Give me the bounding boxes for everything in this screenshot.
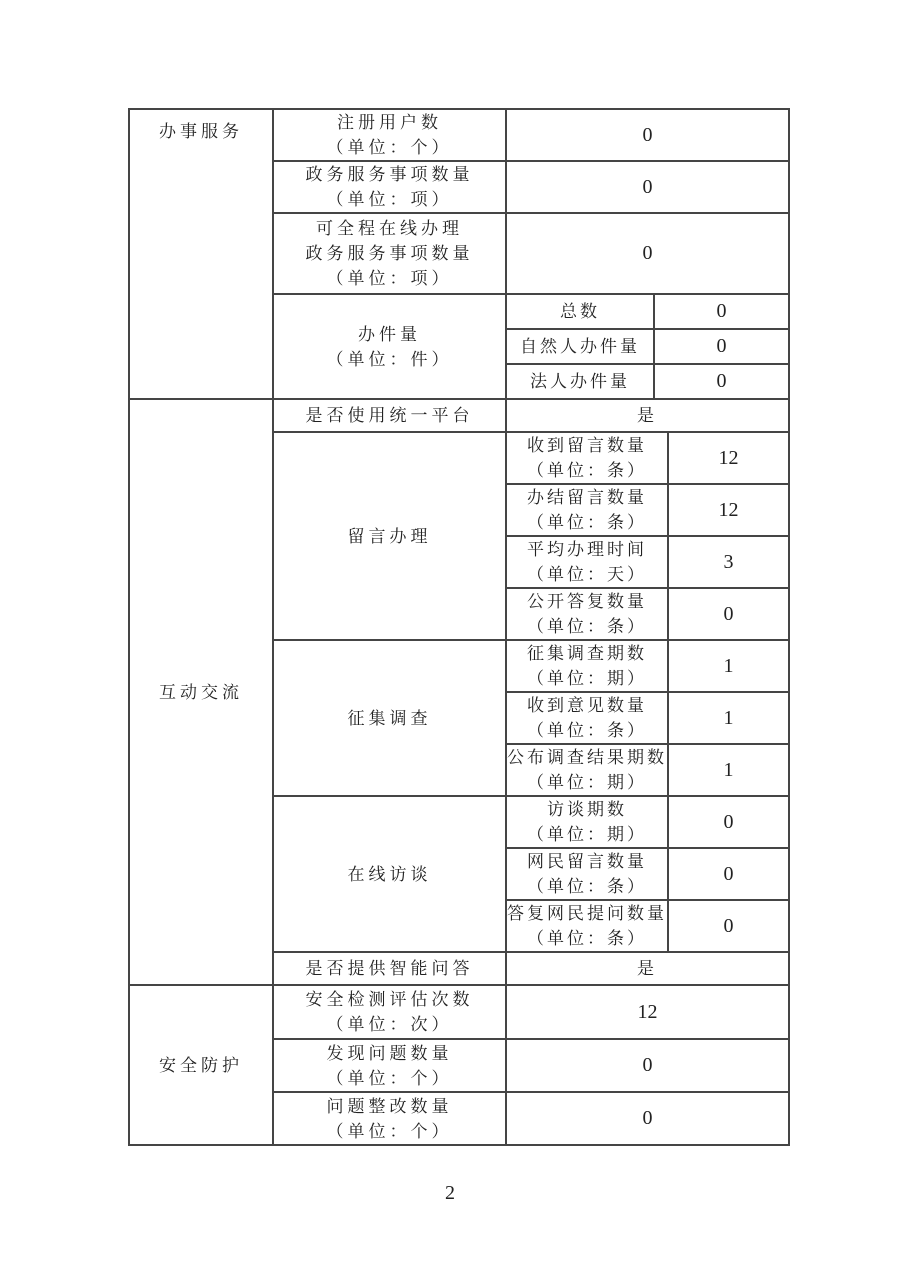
sub-metric-label: 征集调查期数 bbox=[527, 644, 647, 663]
cell-sub-value-average-handling-time bbox=[668, 536, 789, 588]
metric-unit: （单位：个） bbox=[326, 1121, 453, 1141]
metric-unit: （单位：个） bbox=[326, 1068, 453, 1088]
cell-sub-metric-netizen-messages bbox=[506, 848, 668, 900]
cell-sub-value-survey-issues bbox=[668, 640, 789, 692]
group-label: 征集调查 bbox=[347, 708, 432, 728]
sub-metric-unit: （单位：条） bbox=[527, 877, 647, 896]
value-text: 0 bbox=[716, 335, 727, 357]
metric-unit: （单位：项） bbox=[326, 269, 453, 288]
value-text: 0 bbox=[642, 175, 653, 198]
cell-sub-value-interview-issues bbox=[668, 796, 789, 848]
report-table bbox=[128, 108, 790, 1146]
value-text: 1 bbox=[723, 706, 734, 729]
cell-sub-value-results-published bbox=[668, 744, 789, 796]
group-label: 留言办理 bbox=[347, 526, 432, 546]
cell-sub-metric-natural-person bbox=[506, 329, 654, 364]
value-text: 0 bbox=[642, 123, 653, 146]
sub-metric-unit: （单位：条） bbox=[527, 461, 647, 480]
value-text: 0 bbox=[723, 862, 734, 885]
sub-metric-unit: （单位：条） bbox=[527, 513, 647, 532]
cell-sub-value-opinions-received bbox=[668, 692, 789, 744]
sub-metric-label: 公开答复数量 bbox=[527, 592, 647, 611]
cell-metric-security-assessments bbox=[273, 985, 506, 1039]
cell-value-online-items bbox=[506, 213, 789, 294]
sub-metric-label: 总数 bbox=[560, 302, 600, 321]
metric-label-line2: 政务服务事项数量 bbox=[305, 244, 474, 263]
sub-metric-unit: （单位：期） bbox=[527, 773, 647, 792]
cell-value-registered-users bbox=[506, 109, 789, 161]
value-text: 是 bbox=[637, 406, 658, 425]
value-text: 是 bbox=[637, 959, 658, 978]
value-text: 3 bbox=[723, 550, 734, 573]
metric-unit: （单位：项） bbox=[326, 190, 453, 209]
value-text: 0 bbox=[723, 602, 734, 625]
metric-label: 发现问题数量 bbox=[326, 1043, 453, 1063]
cell-sub-value-public-replies bbox=[668, 588, 789, 640]
cell-category-security bbox=[129, 985, 273, 1145]
sub-metric-label: 答复网民提问数量 bbox=[507, 904, 667, 923]
cell-value-security-assessments bbox=[506, 985, 789, 1039]
metric-unit: （单位：个） bbox=[326, 138, 453, 157]
sub-metric-unit: （单位：期） bbox=[527, 669, 647, 688]
value-text: 12 bbox=[718, 498, 739, 521]
metric-label: 政务服务事项数量 bbox=[305, 165, 474, 184]
cell-metric-registered-users bbox=[273, 109, 506, 161]
sub-metric-label: 办结留言数量 bbox=[527, 488, 647, 507]
cell-value-smart-qa bbox=[506, 952, 789, 985]
metric-label: 安全检测评估次数 bbox=[305, 990, 474, 1009]
cell-value-service-items bbox=[506, 161, 789, 213]
sub-metric-label: 法人办件量 bbox=[530, 372, 630, 391]
sub-metric-unit: （单位：期） bbox=[527, 825, 647, 844]
sub-metric-label: 收到意见数量 bbox=[527, 696, 647, 715]
value-text: 0 bbox=[642, 242, 653, 264]
category-label: 安全防护 bbox=[159, 1055, 243, 1075]
sub-metric-label: 访谈期数 bbox=[547, 800, 627, 819]
metric-unit: （单位：次） bbox=[326, 1015, 453, 1034]
value-text: 0 bbox=[723, 810, 734, 833]
cell-category-interaction bbox=[129, 399, 273, 985]
table-row bbox=[129, 399, 789, 432]
cell-metric-problems-rectified bbox=[273, 1092, 506, 1145]
cell-sub-value-messages-received bbox=[668, 432, 789, 484]
metric-label-line1: 可全程在线办理 bbox=[316, 219, 463, 238]
group-label: 在线访谈 bbox=[347, 864, 432, 884]
cell-sub-metric-legal-person bbox=[506, 364, 654, 399]
category-label: 办事服务 bbox=[159, 122, 243, 141]
cell-sub-metric-messages-received bbox=[506, 432, 668, 484]
cell-group-interviews bbox=[273, 796, 506, 952]
cell-sub-metric-public-replies bbox=[506, 588, 668, 640]
cell-sub-value-netizen-messages bbox=[668, 848, 789, 900]
metric-label: 注册用户数 bbox=[337, 113, 442, 132]
value-text: 1 bbox=[723, 654, 734, 677]
metric-label: 问题整改数量 bbox=[326, 1096, 453, 1116]
sub-metric-unit: （单位：天） bbox=[527, 565, 647, 584]
cell-value-unified-platform bbox=[506, 399, 789, 432]
cell-sub-metric-interview-issues bbox=[506, 796, 668, 848]
cell-sub-value-questions-answered bbox=[668, 900, 789, 952]
cell-sub-metric-total bbox=[506, 294, 654, 329]
value-text: 12 bbox=[637, 1000, 658, 1023]
cell-metric-smart-qa bbox=[273, 952, 506, 985]
value-text: 0 bbox=[642, 1054, 653, 1076]
cell-sub-value-total bbox=[654, 294, 789, 329]
value-text: 1 bbox=[723, 758, 734, 781]
sub-metric-label: 自然人办件量 bbox=[520, 337, 640, 356]
cell-sub-metric-opinions-received bbox=[506, 692, 668, 744]
value-text: 0 bbox=[642, 1107, 653, 1129]
sub-metric-unit: （单位：条） bbox=[527, 617, 647, 636]
table-row bbox=[129, 109, 789, 161]
sub-metric-label: 网民留言数量 bbox=[527, 852, 647, 871]
category-label: 互动交流 bbox=[159, 682, 243, 702]
cell-sub-metric-questions-answered bbox=[506, 900, 668, 952]
group-label: 办件量 bbox=[358, 324, 421, 344]
cell-sub-metric-average-handling-time bbox=[506, 536, 668, 588]
value-text: 0 bbox=[716, 300, 727, 322]
cell-value-problems-rectified bbox=[506, 1092, 789, 1145]
cell-sub-metric-results-published bbox=[506, 744, 668, 796]
cell-sub-value-messages-completed bbox=[668, 484, 789, 536]
sub-metric-unit: （单位：条） bbox=[527, 929, 647, 948]
sub-metric-label: 收到留言数量 bbox=[527, 436, 647, 455]
table-row bbox=[129, 985, 789, 1039]
cell-metric-service-items bbox=[273, 161, 506, 213]
group-unit: （单位：件） bbox=[326, 349, 453, 369]
cell-metric-online-items bbox=[273, 213, 506, 294]
cell-value-problems-found bbox=[506, 1039, 789, 1092]
cell-sub-value-legal-person bbox=[654, 364, 789, 399]
cell-category-service bbox=[129, 109, 273, 399]
sub-metric-unit: （单位：条） bbox=[527, 721, 647, 740]
cell-metric-unified-platform bbox=[273, 399, 506, 432]
cell-sub-metric-survey-issues bbox=[506, 640, 668, 692]
metric-label: 是否使用统一平台 bbox=[305, 406, 474, 425]
cell-group-message-handling bbox=[273, 432, 506, 640]
cell-sub-value-natural-person bbox=[654, 329, 789, 364]
value-text: 12 bbox=[718, 446, 739, 469]
value-text: 0 bbox=[723, 914, 734, 937]
sub-metric-label: 公布调查结果期数 bbox=[507, 748, 667, 767]
value-text: 0 bbox=[716, 370, 727, 392]
page-number: 2 bbox=[445, 1182, 455, 1204]
metric-label: 是否提供智能问答 bbox=[305, 959, 474, 978]
cell-group-case-volume bbox=[273, 294, 506, 399]
cell-metric-problems-found bbox=[273, 1039, 506, 1092]
cell-sub-metric-messages-completed bbox=[506, 484, 668, 536]
cell-group-surveys bbox=[273, 640, 506, 796]
sub-metric-label: 平均办理时间 bbox=[527, 540, 647, 559]
